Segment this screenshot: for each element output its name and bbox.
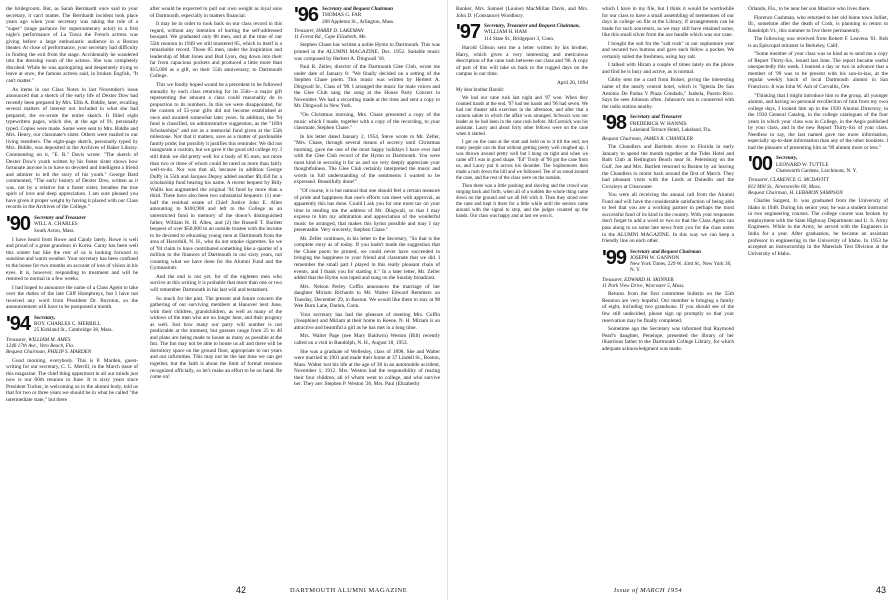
sub-officers [294,28,440,41]
running-footer: DARTMOUTH ALUMNI MAGAZINE [290,587,408,594]
officer-name: THOMAS G. FAR [322,12,362,19]
sub-officer-line: Bequest Chairman, PHILIP S. MARDEN [6,349,92,356]
sub-officer-line: Treasurer, HARRY D. LAKEMAN [294,27,364,34]
paragraph: Gibby sent me a card from Bolser, giving the interesting name of the nearly central hotel, which is "Iglesia De San Antonio De Padua Y Plaza Condado," Isabela, Puerto Rico. Says he sees Johnson often. Johnson's son is connected with the radio station nearby. [602,77,734,110]
class-year: '98 [602,112,627,135]
paragraph: Orlando, Fla., to be near her son Maurice who lives there. [748,6,871,12]
officer-address: South Acton, Mass. [34,227,75,234]
class-year: '90 [6,212,31,235]
page-number: 42 [236,585,247,595]
paragraph: after would be expected to pull our own weight as loyal sons of Dartmouth, especially in matters financial. [150,6,282,19]
officer-role: Secretary and Treasurer [630,114,682,121]
paragraph: This we fondly hoped would be a precedent to be followed annually by each class returning for its 55th—a major gift representing the amount a class could reasonably do in proportion to its numbers. In this we were disappointed, for the custom of 55-year gifts did not become established at once and awaited somewhat later years. In addition, the '94 fund is classified, on administrative suggestion, as the "1894 Scholarships" and not as a memorial fund given at the 55th milestone. Nor that it matters, save as a matter of pardonable family pride; but possibly it justifies this reminder. We did not inaugurate a custom, but we gave it the good old college try. I still think we did pretty well for a body of 85 men, not more than two or three of whom could be rated as more than fairly well-to-do. Nor was that all, because in addition George Duffy in 55th and Jacques Depuy added another $9,450 for a scholarship fund bearing his name. A recent bequest by Billy Wallis has augmented the original '94 fund by more than a third. Three have also been two substantial bequests: (1) one-half the residual estate of Chief Justice John E. Allen amounting to $100,900 and left to the College as an unrestricted fund in memory of the donor's distinguished father, William H. H. Allen, and (2) the Russell T. Bartlett bequest of over $50,000 to an outside trustee with the income to be devoted to educating young men at Dartmouth from the area of Haverhill, N. H., who do not smoke cigarettes. So we of '94 claim to have contributed something like a quarter of a million to the finances of Dartmouth in our sixty years, not counting what we have done for the Alumni Fund and the Gymnasium. [150,82,282,272]
sub-officers [602,136,734,142]
class-header-96 [294,6,440,25]
sub-officer-line: Treasurer, WILLIAM M. AMES [6,336,71,343]
paragraph: I talked with Hiram a couple of times lately on the phone and find he is busy and active, as is normal. [602,62,734,75]
sub-officer-line: 812 Mill St., Newtonville 60, Mass. [748,183,822,190]
right-column-3 [748,6,888,259]
running-footer: Issue of MARCH 1954 [614,587,683,594]
paragraph: "Of course, it is but natural that one should feel a certain measure of pride and happiness that one's efforts can meet with approval, as apparently this has done. Could I ask you for one more tax on your time in sending me the address of Mr. Dingwall, so that I may express to him my admiration and appreciation of the wonderful music he arranged, that makes this hymn possible and may I say presentable. Very sincerely, Stephen Chase." [294,187,440,234]
sub-officers [748,177,888,196]
paragraph: "Thinking that I might introduce him to the group, all younger alumni, and having no personal recollection of him from my own college days, I looked him up in the 1930 Alumni Directory, in the 1930 General Catalog, in the college catalogues of the four years in which your class was in College, in the Aegis published by your class, and in the new Report Thirty-Six of your class. Needless to say, the last named gave me more information, especially up-to-date information than any of the other booklets. I had the pleasure of presenting him as '99 alumni more or less." [748,92,888,151]
officer-role: Secretary, [776,155,798,162]
sub-officer-line: 1246 17th Ave., Vero Beach, Fla. [6,343,75,350]
paragraph: "Some member of your class was so kind as to send me a copy of Report Thirty-Six, issued last June. The report became useful unexpectedly this week. I learned a day or two in advance that a member of '99 was to be present with his son-in-law, at the regular weekly lunch of local Dartmouth alumni in San Francisco. It was John W. Ash of Corvallis, Ore. [748,51,888,91]
right-page [448,0,896,600]
paragraph: "On Christmas morning, Mrs. Chase presented a copy of the music which I made, together with a copy of the recording, to your classmate, Stephen Chase." [294,111,440,132]
officer-name: ROY. CHARLES C. MERRILL [34,321,101,328]
officer-address: Lakeland Terrace Hotel, Lakeland, Fla. [630,126,712,133]
officer-name: WILLIAM H. HAM [484,29,527,36]
officer-role: Secretary, Treasurer and Bequest Chairman, [484,23,580,30]
paragraph: I had hoped to announce the name of a Class Agent to take over the duties of the late Cliff Humphreys, but I have not received any word from President Dr. Boynton, so the announcement will have to be postponed a month. [6,284,138,311]
officer-role: Secretary and Bequest Chairman [630,248,702,255]
letter-paragraph: We had our cane rush last night and '97 won. When they counted hands at the end, '97 had ten hands and '96 had seven. We had our theater talk exercises in the afternoon, and after that a cannon salute in which the affair was arranged. Schwarz was our leader as he had been in the cane rush before. McCormick was his assistant. Laury and about forty other fellows were on the cane when it started. [456,96,588,138]
class-year: '96 [294,6,319,26]
paragraph: It may be in order to look back on our class record in this regard, without any intention of hurting the self-addressed bouquet. We graduated only 86 men, and at the time of our 55th reunion in 1949 we still mustered 85, which in itself is a remarkable record. Those 85 men, under the inspiration and leadership of Matt Jones and Bud Lyon, dug down into their far from capacious pockets and produced a little more than $15,000 as a gift, on their 55th anniversary, to Dartmouth College. [150,21,282,80]
class-year: '99 [602,246,627,269]
right-column-1 [456,6,588,222]
officer-role: Secretary and Treasurer [34,214,86,221]
officer-address: Chatsworth Gardens, Larchmont, N. Y. [776,168,857,175]
class-year: '94 [6,312,31,335]
paragraph: Good morning, everybody. This is P. Marden, guest-writing for our secretary, C. C. Merrill, in the March issue of this magazine. The chief thing uppermost in all our minds just now is our 60th reunion in June. It is sixty years since President Tucker, in welcoming us to the alumni body, told us that for two or three years we should be in what he called "the intermediate state," but there [6,357,138,403]
paragraph: You were all receiving the annual call from the Alumni Fund and will have the considerable satisfaction of being able to feel that you are a working partner in perhaps the most successful fund of its kind in the country. With your responses don't forget to add a word or two so that the Class Agent can pass along to us some late news from you for the class notes in the ALUMNI MAGAZINE. In this way we can keep a friendly line on each other. [602,192,734,245]
paragraph: which I have in my file, but I think it would be worthwhile for our class to have a small assembling of mementoes of our days in college on file at the Library, if arrangements can be made for such souvenirs, as we may still have retained some, like this small silver from the axe handle which was our cane. [602,6,734,39]
paragraph: Paul R. Zeller, director of the Dartmouth Glee Club, wrote me under date of January 8: "We finally decided on a setting of the Stephen Chase poem. This music was written by Herbert A. Dingwall Sr., Class of '98. I arranged the music for male voices and the Glee Club sang the song at the House Party Concert in November. We had a recording made at the time and sent a copy to Mr. Dingwall in New York. [294,64,440,110]
letter-paragraph: Then there was a little pushing and shoving and the crowd was surging back and forth, when all of a sudden the whole thing came down on the ground and we all fell with it. Then they stood over the cane and kept it there for a little while until the seniors came around with the signal to stop, and the judges counted up the hands. Our class was happy and at last we won it. [456,184,588,220]
sub-officers [6,337,138,356]
class-header-97 [456,23,588,42]
class-header-00 [748,155,888,174]
officer-name: JOSEPH W. GANNON [630,254,680,261]
paragraph: Sometime ago the Secretary was informed that Raymond Pearl's daughter, Penelope, presented the library of her illustrious father to the Dartmouth College Library, for which adequate acknowledgment was made. [602,326,734,352]
paragraph: Harold Gibson sent me a letter written by his brother, Harry, which gives a very interesting and meticulous description of the cane rush between our class and '96. A copy of part of this will take us back to the rugged days on the campus in our time. [456,44,588,78]
letter-paragraph: I got on the cane at the start and held on to it till the end; not many people can do that without getting pretty well roughed up. I was thrown around pretty well but I hung on tight and when we came off I was in good shape. "Ed" Trudy of '96 got the cane from us, and Laury put it across his shoulder. The Sophomores then made a rush down the hill and we followed. Ten of us stood around the cane, and the rest of the class were on the outside. [456,140,588,182]
left-column-3 [294,6,440,390]
sub-officers [602,277,734,290]
class-header-98 [602,114,734,133]
paragraph: As items in our Class Notes in last November's issue announced that a sketch of the early life of Dexter Dow had recently been prepared by Mrs. Ellis A. Biddle, later, recalling several matters of interest not included in what she had prepared, the ex-wrote the entire sketch. It filled eight typewritten pages, which she, at the age of 91, personally typed. Copies were made. Some were sent to Mrs. Biddle and Mrs. Henry, our classmate's sister. Others were mailed to our living members. The eight-page sketch, personally typed by Mrs. Biddle, was deposited in the Archives of Baker Library. Commenting on it, "E. R." Davis wrote: "The sketch of Dexter Dow's youth written by his foster sister shows how fortunate anyone is to have so devoted and intelligent a friend and admirer to tell the story of his youth." George Bard commented, "The early history of Dexter Dow, written as it was, not by a relative but a foster sister, breathes the true spirit of love and deep appreciation. I am sure pleased you have given it proper weight by having it placed with our Class records in the Archives of the College." [6,86,138,211]
officer-name: LEONARD W. TUTTLE [776,161,829,168]
officer-address: New York Times, 229 W. 43rd St., New York 36, N. Y. [630,261,732,274]
paragraph: I bought the suit for the "salt rush" in our sophomore year and secured two buttons and gave each fellow a pocket. We certainly sailed the freshmen, using hay salt. [602,40,734,60]
officer-role: Secretary, [34,314,56,321]
paragraph: Your secretary has had the pleasure of meeting Mrs. Coffin (Josephine) and Miriam at their home in Keene, N. H. Miriam is an attractive and beautiful a girl as he has met in a long time. [294,311,440,331]
letter-salutation: My dear brother Harold: [456,88,504,94]
sub-officer-line: Treasurer, CLARENCE G. MCDAVITT [748,177,829,184]
sub-officer-line: Treasurer, EDWARD H. SKINNER [602,276,674,283]
officer-address: 208 Appleton St., Arlington, Mass. [322,18,395,25]
officer-role: Secretary and Bequest Chairman [322,6,394,12]
letter-date: April 20, 1894 [556,79,588,86]
right-column-2 [602,6,734,354]
paragraph: I have heard from Rowe and Candy lately. Rowe is well and proud of a great grandson in Korea. Canty has been well this winter but like the rest of us is looking forward to sunshine and warm weather. Your secretary has been confined to the house for two months on account of loss of vision in his eyes. It is, however, responding to treatment and will be restored to normal in a few weeks. [6,236,138,283]
sub-officer-line: 11 Forest Rd., Cape Elizabeth, Me. [294,34,367,41]
paragraph: So much for the past. The present and future concern the gathering of our surviving members at Hanover next June, with their children, grandchildren, as well as many of the widows of the men who are no longer here, and their progeny as well. Just how many our party will number is not predictable at the moment, but guesses range from 25 to 40 and plans are being made to house as many as possible at the Inn. The Inn may not be able to house us all and there will be dormitory space on the ground floor, appropriate to our years and our infirmities. This may not be the last time we can get together, but the faith is about the limit of formal reunions recognized officially, so let's make an effort to be on hand. Be come on! [150,295,282,381]
paragraph: Returns from the first committee bulletin on the 55th Reunion are very hopeful. Our member is bringing a family of eight, including two grandsons. If you should see of the few still undecided, please sign up promptly so that your reservation may be finally completed. [602,291,734,324]
paragraph: Mrs. Nelson Perley Coffin announces the marriage of her daughter Miriam Richards to Mr. Walter Edward Remmers on Tuesday, December 29, in Boston. We would like them to stay at 98 Wee Burn Lane, Darien, Conn. [294,283,440,310]
class-year: '00 [748,153,773,176]
officer-name: WILL A. CHARLES [34,221,78,228]
paragraph: Charles Sargent, Jr. was graduated from the University of Idaho in 1948. During his senior year, he was a student instructor in two engineering courses. The college course was broken by employment with the State Highway Department and U. S. Army Engineers. While in the Army, he served with the Engineers in India for a year. After graduation, he became an assistant professor in engineering in the University of Idaho. In 1953 he accepted an instructorship in the Materials Test Division at the University of Idaho. [748,198,888,257]
sub-officer-line: Bequest Chairman, H. LEBARON SAMPSON [748,189,843,196]
class-header-90 [6,212,138,235]
class-header-94 [6,312,138,335]
paragraph: She was a graduate of Wellesley, class of 1898. She and Walter were married in 1901 and made their home at 37 Lindell St., Boston, Mass. Walter lost his life at the age of 38 in an automobile accident, November 1, 1912. Mrs. Weston had the responsibility of rearing their four children, all of whom went to college, and who survive her. They are: Stephen P. Weston '26, Mrs. Paul (Elizabeth) [294,348,440,388]
paragraph: Bunker, Mrs. Samuel (Louise) MacMillan Davis, and Mrs. John D. (Constance) Woodbury. [456,6,588,19]
class-year: '97 [456,21,481,44]
paragraph: And the end is not yet, for of the eighteen men who survive at this writing it is probable that more than one or two will remember Dartmouth in his last will and testament. [150,273,282,293]
paragraph: Mr. Zeller continues, in his letter to the Secretary, "So that is the complete story as of today. If you hadn't made the suggestion that the Chase poem be printed, we could never have succeeded in bringing the happiness to your friend and classmate that we did. I remember the small part I played in this really pleasant chain of events, and I thank you for starting it." In a later letter, Mr. Zeller added that the Hymn was taped and sung on the Sunday broadcast. [294,235,440,282]
left-column-1 [6,6,138,405]
paragraph: Stephen Chase has written a noble Hymn to Dartmouth. This was printed in the ALUMNI MAGAZINE, Dec. 1952. Suitable music was composed by Herbert A. Dingwall '16. [294,42,440,62]
class-header-99 [602,246,734,274]
page-number: 43 [876,585,887,595]
sub-officer-line: 11 Park View Drive, Worcester 5, Mass. [602,283,685,290]
sub-officer-line: Bequest Chairman, JAMES R. CHANDLER [602,136,693,143]
paragraph: Mrs. Walter Page (nee Mary Baldwin) Weston (Bill) recently called on a visit in Randolph, N. H., August 18, 1953. [294,333,440,346]
officer-address: 25 Kirkland St., Cambridge 38, Mass. [34,327,113,334]
paragraph: In his letter dated January 2, 1954, Steve wrote to Mr. Zeller, "Mrs. Chase, through several means of secrecy until Christmas morning, gave me one of the most happy holidays I have ever had with the Glee Club record of the Hymn to Dartmouth. You were most kind in securing it for us and we very deeply appreciate your thoughtfulness. The Glee Club certainly interpreted the music and words in full understanding of the sentiments I wanted to be expressed. Beautifully done!" [294,133,440,186]
paragraph: Florence Cushman, who returned to her old home town Jolliet, Ill., sometime after the death of Cosh, is planning to return to Randolph Vt., this summer to live there permanently. [748,14,888,34]
officer-address: 114 State St., Bridgeport 3, Conn. [484,35,555,42]
paragraph: The following was received from Robert F. Leavens '01. Bob is an Episcopal minister in Berkeley, Calif. [748,36,888,49]
left-column-2 [150,6,282,383]
officer-name: FREDERICK W. HANNIS [630,120,687,127]
paragraph: the bridegroom. But, as Sarah Bernhardt once said to your secretary, it can't matter. The Bernhardt incident took place years ago when your secretary was taking the role of a "super" (stage parlance for supernumerary actor) in a first night's performance of La Tosca the French actress was giving before a large enthusiastic audience in a Boston theater. At close of performance, your secretary had difficulty in finding the exit from the stage. Accidentally he wandered into the dressing room of the actress. She was completely disrobed. While he was apologizing and desperately trying to leave at once, the famous actress said, in broken English, "It can't matter." [6,6,138,85]
paragraph: The Chandlers and Bartletts drove to Florida in early January to spend the month together at the Tides Hotel and Bath Club at Redington Beach near St. Petersburg on the Gulf. Joe and Mrs. Bartlett returned to Boston by air leaving the Chandlers to motor back around the first of March. They had pleasant visits with the Lords at Dunedin and the Crowleys at Clearwater. [602,144,734,190]
